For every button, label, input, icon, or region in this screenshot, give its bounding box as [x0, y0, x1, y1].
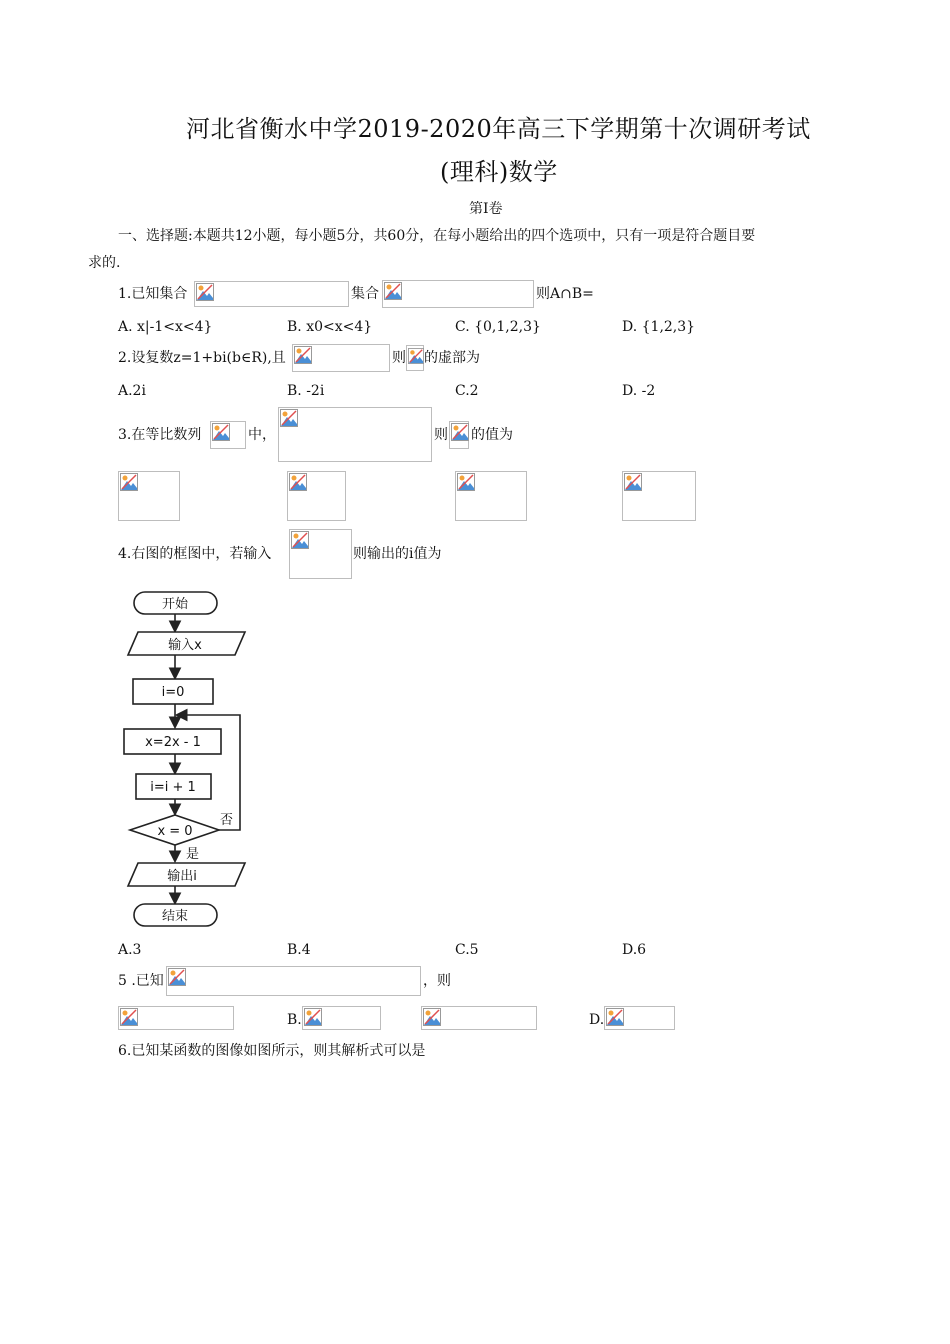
q3-formula-image-3	[449, 421, 469, 449]
q3-stem-d: 的值为	[471, 427, 513, 443]
q3-formula-image-2	[278, 407, 432, 462]
q4-option-d: D.6	[622, 942, 647, 958]
q1-stem-b: 集合	[351, 286, 379, 302]
q5-stem-b: ，则	[423, 973, 451, 989]
q5-stem: 5 .已知	[118, 973, 164, 989]
q3-stem-b: 中，	[248, 427, 276, 443]
q6-stem: 6.已知某函数的图像如图所示，则其解析式可以是	[118, 1043, 426, 1059]
flowchart-input-label: 输入x	[168, 638, 202, 653]
q5-option-c-image	[421, 1006, 537, 1030]
q2-option-d: D. -2	[622, 383, 656, 399]
q1-option-d: D. {1,2,3}	[622, 319, 696, 335]
q1-stem: 1.已知集合	[118, 286, 188, 302]
q3-option-a-image	[118, 471, 180, 521]
q1-stem-c: 则A∩B=	[536, 286, 594, 302]
q5-option-a-image	[118, 1006, 234, 1030]
flowchart-condition-label: x = 0	[157, 824, 193, 839]
broken-image-icon	[408, 347, 424, 365]
broken-image-icon	[423, 1008, 441, 1026]
broken-image-icon	[212, 423, 230, 441]
broken-image-icon	[289, 473, 307, 491]
broken-image-icon	[451, 423, 469, 441]
broken-image-icon	[280, 409, 298, 427]
flowchart-no-label: 否	[220, 813, 234, 828]
q3-option-c-image	[455, 471, 527, 521]
broken-image-icon	[168, 968, 186, 986]
exam-subtitle: (理科)数学	[440, 158, 558, 186]
q1-option-a: A. x|-1<x<4}	[118, 319, 213, 335]
q2-formula-image-2	[406, 345, 424, 371]
exam-title: 河北省衡水中学2019-2020年高三下学期第十次调研考试	[186, 115, 811, 143]
flowchart	[118, 588, 258, 930]
broken-image-icon	[384, 282, 402, 300]
q4-stem-b: 则输出的i值为	[353, 546, 442, 562]
section-intro-cont: 求的.	[88, 255, 121, 271]
broken-image-icon	[291, 531, 309, 549]
volume-label: 第I卷	[469, 201, 503, 217]
q3-option-d-image	[622, 471, 696, 521]
q2-option-c: C.2	[455, 383, 479, 399]
q3-stem: 3.在等比数列	[118, 427, 202, 443]
flowchart-end-label: 结束	[161, 909, 189, 924]
broken-image-icon	[304, 1008, 322, 1026]
flowchart-output-label: 输出i	[167, 869, 197, 884]
q4-option-a: A.3	[118, 942, 142, 958]
broken-image-icon	[196, 283, 214, 301]
q1-formula-image-2	[382, 280, 534, 308]
flowchart-start-label: 开始	[161, 597, 189, 612]
broken-image-icon	[624, 473, 642, 491]
flowchart-update-i-label: i=i + 1	[150, 780, 196, 795]
q5-formula-image	[166, 966, 421, 996]
q4-option-c: C.5	[455, 942, 479, 958]
broken-image-icon	[120, 1008, 138, 1026]
q2-option-a: A.2i	[118, 383, 146, 399]
q3-formula-image	[210, 421, 246, 449]
broken-image-icon	[120, 473, 138, 491]
flowchart-update-x-label: x=2x - 1	[145, 735, 201, 750]
broken-image-icon	[294, 346, 312, 364]
flowchart-init-label: i=0	[161, 685, 185, 700]
q2-stem-b: 则	[392, 350, 406, 366]
q1-option-b: B. x0<x<4}	[287, 319, 373, 335]
broken-image-icon	[457, 473, 475, 491]
q5-option-d-image	[604, 1006, 675, 1030]
q5-option-d-label: D.	[589, 1012, 605, 1028]
q5-option-b-image	[302, 1006, 381, 1030]
section-intro: 一、选择题:本题共12小题，每小题5分，共60分，在每小题给出的四个选项中，只有一项是符合题目要	[118, 228, 756, 244]
q5-option-b-label: B.	[287, 1012, 302, 1028]
q1-formula-image	[194, 281, 349, 307]
q4-option-b: B.4	[287, 942, 311, 958]
q2-stem-c: 的虚部为	[424, 350, 480, 366]
q3-option-b-image	[287, 471, 346, 521]
q2-stem: 2.设复数z=1+bi(b∈R),且	[118, 350, 286, 366]
broken-image-icon	[606, 1008, 624, 1026]
q3-stem-c: 则	[434, 427, 448, 443]
q2-option-b: B. -2i	[287, 383, 325, 399]
q2-formula-image	[292, 344, 390, 372]
q4-stem: 4.右图的框图中，若输入	[118, 546, 272, 562]
q1-option-c: C. {0,1,2,3}	[455, 319, 541, 335]
q4-formula-image	[289, 529, 352, 579]
flowchart-yes-label: 是	[186, 847, 200, 862]
